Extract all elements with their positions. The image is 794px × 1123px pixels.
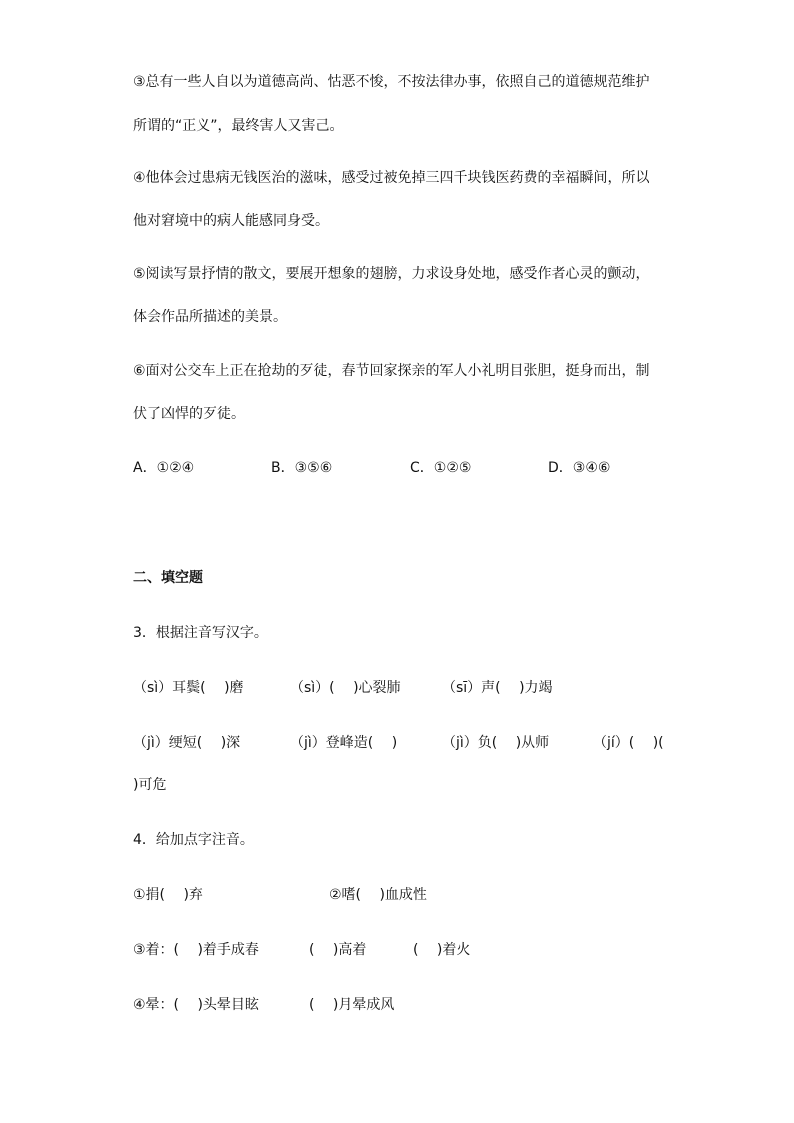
q4-item-7: ( )月晕成风	[309, 997, 395, 1013]
q3-item-6: （jì）负( )从师	[442, 735, 550, 751]
question-4-row-3	[133, 995, 693, 1015]
option-6-line-2: 伏了凶悍的歹徒。	[133, 406, 245, 422]
choice-d: D．③④⑥	[548, 460, 611, 476]
q4-item-1: ①捐( )弃	[133, 887, 203, 903]
q4-item-5: ( )着火	[413, 942, 471, 958]
option-3-line-2: 所谓的“正义”，最终害人又害己。	[133, 118, 344, 134]
option-4-line-1: ④他体会过患病无钱医治的滋味，感受过被免掉三四千块钱医药费的幸福瞬间，所以	[133, 170, 650, 186]
choice-c: C．①②⑤	[410, 460, 472, 476]
option-6-line-1: ⑥面对公交车上正在抢劫的歹徒，春节回家探亲的军人小礼明目张胆，挺身而出，制	[133, 363, 650, 379]
q3-item-3: （sī）声( )力竭	[442, 680, 553, 696]
q3-item-2: （sì）( )心裂肺	[290, 680, 401, 696]
q4-item-6: ④晕：( )头晕目眩	[133, 997, 259, 1013]
q4-item-2: ②嗜( )血成性	[329, 887, 427, 903]
answer-choices	[133, 458, 693, 478]
option-3-line-1: ③总有一些人自以为道德高尚、怙恶不悛，不按法律办事，依照自己的道德规范维护	[133, 74, 650, 90]
q3-item-5: （jì）登峰造( )	[290, 735, 398, 751]
question-4-row-2	[133, 940, 693, 960]
question-4-stem: 4．给加点字注音。	[133, 832, 254, 848]
q3-item-7: （jí）( )(	[593, 735, 664, 751]
question-3-stem: 3．根据注音写汉字。	[133, 625, 268, 641]
question-3-row-1	[133, 678, 693, 698]
question-4-row-1	[133, 885, 693, 905]
q3-item-1: （sì）耳鬓( )磨	[133, 680, 244, 696]
q3-item-4: （jì）绠短( )深	[133, 735, 241, 751]
option-4-line-2: 他对窘境中的病人能感同身受。	[133, 213, 329, 229]
q4-item-4: ( )高着	[309, 942, 367, 958]
q4-item-3: ③着：( )着手成春	[133, 942, 259, 958]
option-5-line-2: 体会作品所描述的美景。	[133, 309, 287, 325]
section-title: 二、填空题	[133, 570, 203, 586]
choice-b: B．③⑤⑥	[271, 460, 333, 476]
option-5-line-1: ⑤阅读写景抒情的散文，要展开想象的翅膀，力求设身处地，感受作者心灵的颤动，	[133, 266, 650, 282]
choice-a: A．①②④	[133, 460, 195, 476]
question-3-row-2	[133, 733, 693, 753]
q3-item-7-continued: )可危	[133, 777, 167, 793]
